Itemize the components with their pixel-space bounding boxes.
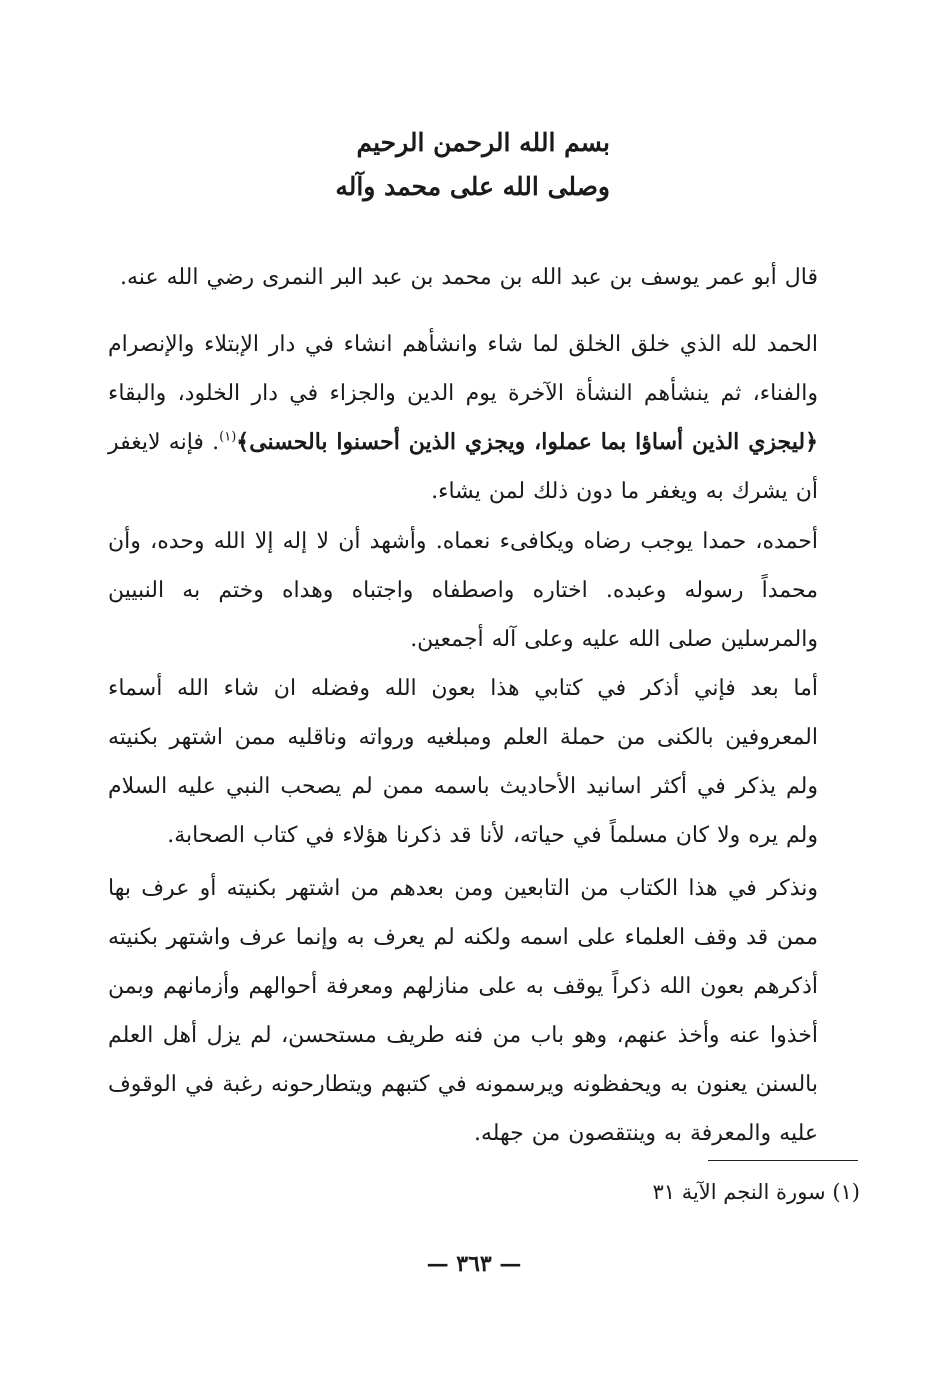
- paragraph-scope: ونذكر في هذا الكتاب من التابعين ومن بعدهم من اشتهر بكنيته أو عرف بها ممن قد وقف العلماء على اسمه ولكنه لم يعرف به وإنما عرف واشتهر بكنيته أذكرهم بعون الله ذكراً يوقف به على منازلهم ومعرفة أحوالهم وأزمانهم وبمن أخذوا عنه وأخذ عنهم، وهو باب من فنه طريف مستحسن، لم يزل أهل العلم بالسنن يعنون به ويحفظونه ويرسمونه في كتبهم ويتطارحونه رغبة في الوقوف عليه والمعرفة به وينتقصون من جهله.: [108, 876, 818, 1146]
- praise-text-continued: . فإنه لايغفر أن يشرك به ويغفر ما دون ذلك لمن يشاء.: [108, 430, 818, 504]
- footnote-marker: (١): [219, 429, 237, 445]
- page-number: — ٣٦٣ —: [426, 1251, 522, 1277]
- paragraph-attribution: قال أبو عمر يوسف بن عبد الله بن محمد بن عبد البر النمرى رضي الله عنه.: [120, 265, 818, 290]
- paragraph-testimony: أحمده، حمدا يوجب رضاه ويكافىء نعماه. وأشهد أن لا إله إلا الله وحده، وأن محمداً رسوله وعبده. اختاره واصطفاه واجتباه وهداه وختم به النبيين والمرسلين صلى الله عليه وعلى آله أجمعين.: [108, 529, 818, 652]
- footnote-divider: [708, 1160, 858, 1161]
- praise-text: الحمد لله الذي خلق الخلق لما شاء وانشأهم انشاء في دار الإبتلاء والإنصرام والفناء، ثم ينشأهم النشأة الآخرة يوم الدين والجزاء في دار الخلود، والبقاء: [108, 332, 818, 406]
- salawat-heading: وصلى الله على محمد وآله: [335, 172, 610, 201]
- paragraph-purpose: أما بعد فإني أذكر في كتابي هذا بعون الله وفضله ان شاء الله أسماء المعروفين بالكنى من حملة العلم ومبلغيه ورواته وناقليه ممن اشتهر بكنيته ولم يذكر في أكثر اسانيد الأحاديث باسمه ممن لم يصحب النبي عليه السلام ولم يره ولا كان مسلماً في حياته، لأنا قد ذكرنا هؤلاء في كتاب الصحابة.: [108, 676, 818, 848]
- basmala-heading: بسم الله الرحمن الرحيم: [356, 128, 610, 157]
- footnote: (١) سورة النجم الآية ٣١: [652, 1180, 860, 1204]
- quran-quote: ﴿ليجزي الذين أساؤا بما عملوا، ويجزي الذين أحسنوا بالحسنى﴾: [236, 429, 818, 455]
- paragraph-praise: [108, 320, 818, 516]
